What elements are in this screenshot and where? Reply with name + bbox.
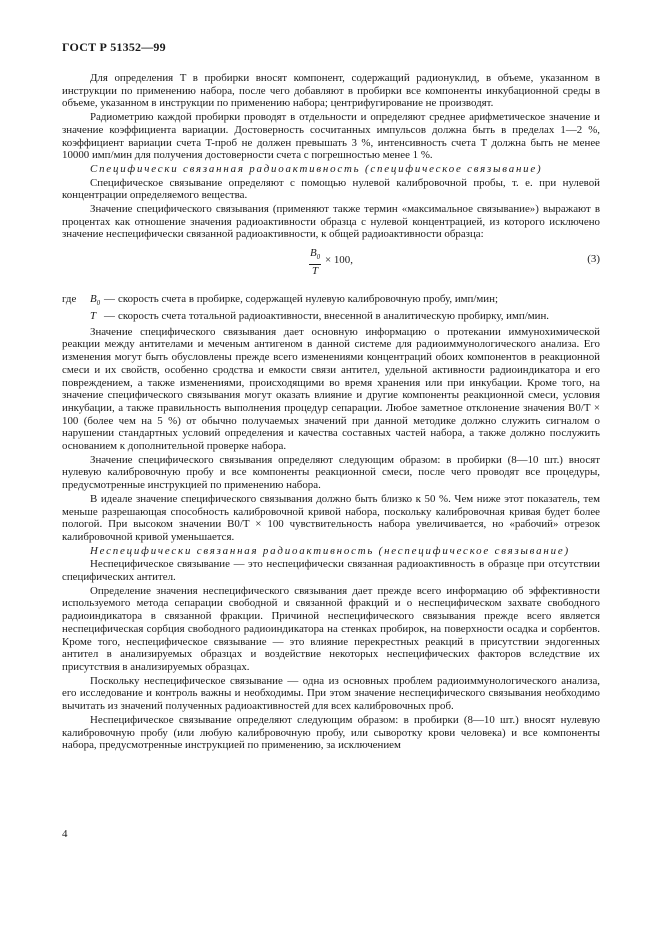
legend-dash: — [104, 293, 115, 306]
paragraph-nonspecific-procedure: Неспецифическое связывание определяют следующим образом: в пробирки (8—10 шт.) вносят нулевую калибровочную пробу (или любую калибровочную пробу, или сыворотку крови человека) и все компоненты набора, предусмотренные инструкцией по применению, за исключением [62, 713, 600, 752]
formula-denominator: T [312, 265, 319, 278]
heading-specific-binding: Специфически связанная радиоактивность (специфическое связывание) [90, 162, 543, 175]
paragraph-specific-definition: Специфическое связывание определяют с помощью нулевой калибровочной пробы, т. е. при нулевой концентрации определяемого вещества. [62, 176, 600, 202]
standard-header: ГОСТ Р 51352—99 [62, 40, 166, 54]
paragraph-nonspecific-control: Поскольку неспецифическое связывание — одна из основных проблем радиоиммунологического анализа, его исследование и контроль важны и необходимы. При этом значение неспецифического связывания необходимо вычитать из значений полученных радиоактивностей для всех калибровочных проб. [62, 674, 600, 713]
paragraph-radiometry: Радиометрию каждой пробирки проводят в отдельности и определяют среднее арифметическое значение и значение коэффициента вариации. Достоверность сосчитанных импульсов должна быть в пределах 1—2 %, коэффициент вариации счета T-проб не должен превышать 3 %, интенсивность счета T должна быть не менее 10000 имп/мин для получения достоверности счета с погрешностью менее 1 %. [62, 111, 600, 162]
formula-fraction [309, 247, 321, 278]
legend-lead: где [62, 293, 77, 306]
paragraph-t-determination: Для определения T в пробирки вносят компонент, содержащий радионуклид, в объеме, указанном в инструкции по применению набора, после чего добавляют в пробирки все компоненты инкубационной среды в объеме, указанном в инструкции по применению набора; центрифугирование не производят. [62, 72, 600, 110]
formula-3 [62, 245, 600, 287]
page-number: 4 [62, 828, 68, 840]
paragraph-specific-information: Значение специфического связывания дает основную информацию о протекании иммунохимической реакции между антителами и меченым антигеном в данной системе для радиоиммунологического анализа. Его изменения могут быть обусловлены прежде всего изменениями концентраций обоих компонентов в реакционной смеси и их свойств, особенно сродства и емкости связи антител, удельной активности радиоиндикатора и его повреждением, а также изменениями, происходящими во время хранения или при инкубации. Кроме того, на значение специфического связывания могут оказать влияние и другие компоненты реакционной смеси, условия инкубации, а также правильность выполнения процедур сепарации. Любое заметное отклонение значения B0/T × 100 (более чем на 5 %) от обычно получаемых значений при данной методике должно служить сигналом о нарушении стандартных условий определения и качества составных частей набора, а также должно послужить основанием к дополнительной проверке набора. [62, 325, 600, 453]
formula-multiplier: × 100, [325, 254, 353, 267]
formula-numerator: $B_0$ [309, 247, 321, 265]
paragraph-specific-value: Значение специфического связывания (применяют также термин «максимальное связывание») выражают в процентах как отношение значения радиоактивности образца с нулевой концентрацией, из которого исключено значение неспецифически связанной радиоактивности, к общей радиоактивности образца: [62, 203, 600, 241]
paragraph-nonspecific-definition: Неспецифическое связывание — это неспецифически связанная радиоактивность в образце при отсутствии специфических антител. [62, 558, 600, 584]
legend-symbol-t: T [90, 310, 97, 323]
heading-nonspecific-binding: Неспецифически связанная радиоактивность (неспецифическое связывание) [90, 544, 570, 557]
legend-desc-t: скорость счета тотальной радиоактивности, внесенной в аналитическую пробирку, имп/мин. [118, 310, 550, 323]
legend-symbol-b0: $B_0$ [90, 293, 101, 308]
document-body [62, 72, 600, 753]
legend-desc-b0: скорость счета в пробирке, содержащей нулевую калибровочную пробу, имп/мин; [118, 293, 498, 306]
paragraph-ideal-value: В идеале значение специфического связывания должно быть близко к 50 %. Чем ниже этот показатель, тем меньше разрешающая способность калибровочной кривой набора, поскольку калибровочная кривая будет более пологой. При высоком значении B0/T × 100 чувствительность набора увеличивается, но «рабочий» отрезок калибровочной кривой уменьшается. [62, 492, 600, 543]
formula-number: (3) [587, 253, 600, 266]
legend-dash-2: — [104, 310, 115, 323]
formula-legend [62, 293, 600, 323]
paragraph-nonspecific-information: Определение значения неспецифического связывания дает прежде всего информацию об эффективности используемого метода сепарации свободной и связанной фракций и о неспецифическом захвате свободного радиоиндикатора в связанной фракции. Причиной неспецифического связывания прежде всего является неспецифическая сорбция свободного радиоиндикатора на стенках пробирок, на поверхности осадка и сорбентов. Кроме того, неспецифическое связывание — это влияние перекрестных реакций в присутствии эндогенных антител в анализируемых образцах и воздействие некоторых неспецифических факторов вследствие их присутствия в анализируемых образцах. [62, 584, 600, 673]
paragraph-specific-procedure: Значение специфического связывания определяют следующим образом: в пробирки (8—10 шт.) вносят нулевую калибровочную пробу и все компоненты реакционной смеси, после чего проводят все процедуры, предусмотренные инструкцией по применению набора. [62, 453, 600, 492]
